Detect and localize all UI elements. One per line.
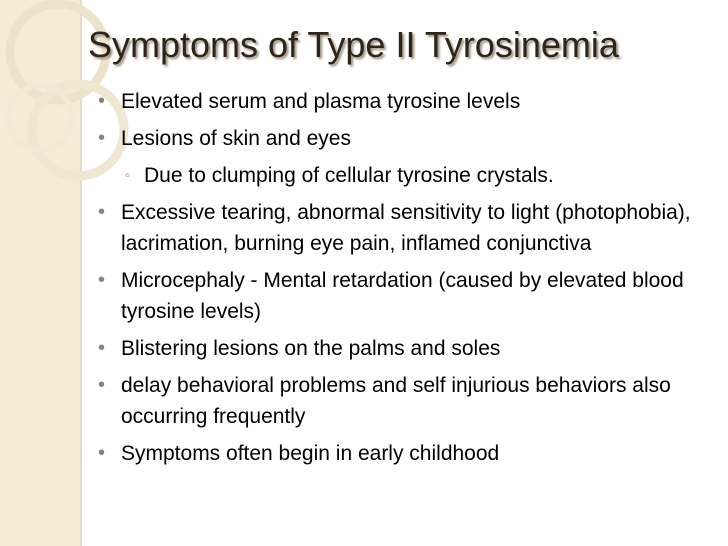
bullet-text: Blistering lesions on the palms and soles <box>121 337 501 360</box>
bullet-dot-icon: • <box>98 90 106 112</box>
bullet-item <box>98 265 708 327</box>
slide-title: Symptoms of Type II Tyrosinemia <box>88 24 619 65</box>
bullet-dot-icon: • <box>98 201 106 223</box>
bullet-list <box>98 86 708 475</box>
bullet-item <box>98 197 708 259</box>
bullet-dot-icon: • <box>98 337 106 359</box>
bullet-text: Symptoms often begin in early childhood <box>121 442 500 465</box>
bullet-dot-icon: • <box>98 127 106 149</box>
bullet-text: Lesions of skin and eyes <box>121 127 351 150</box>
sub-bullet-circle-icon: ◦ <box>125 167 131 184</box>
sub-bullet-text: Due to clumping of cellular tyrosine crystals. <box>144 164 554 187</box>
bullet-item <box>98 370 708 432</box>
bullet-text: Excessive tearing, abnormal sensitivity to light (photophobia), lacrimation, burning eye pain, inflamed conjunctiva <box>121 201 691 255</box>
bullet-text: delay behavioral problems and self injurious behaviors also occurring frequently <box>121 374 671 428</box>
bullet-text: Elevated serum and plasma tyrosine levels <box>121 90 521 113</box>
bullet-dot-icon: • <box>98 442 106 464</box>
sub-bullet-item <box>98 160 708 191</box>
bullet-dot-icon: • <box>98 374 106 396</box>
bullet-text: Microcephaly - Mental retardation (caused by elevated blood tyrosine levels) <box>121 269 684 323</box>
bullet-item <box>98 333 708 364</box>
bullet-dot-icon: • <box>98 269 106 291</box>
bullet-item <box>98 123 708 154</box>
bullet-item <box>98 86 708 117</box>
bullet-item <box>98 438 708 469</box>
